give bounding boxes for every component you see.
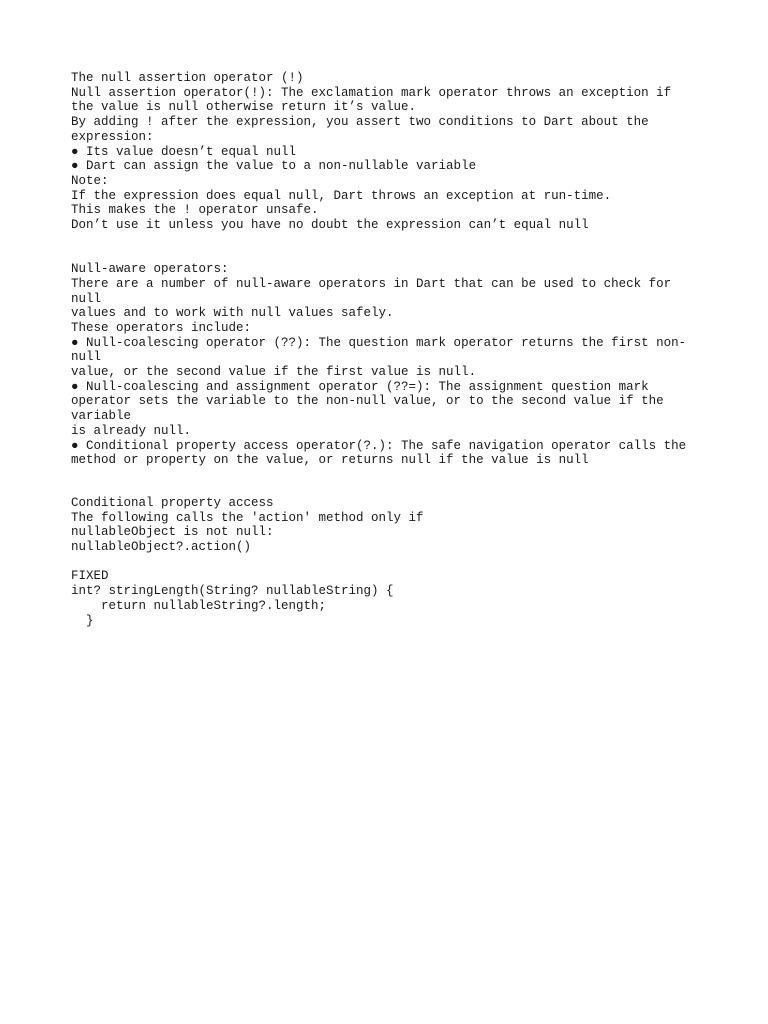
text-line: These operators include: [71, 320, 252, 335]
text-line: This makes the ! operator unsafe. [71, 203, 319, 218]
text-line: is already null. [71, 423, 192, 438]
text-line: Don’t use it unless you have no doubt the expression can’t equal null [71, 218, 589, 233]
text-line: the value is null otherwise return it’s value. [71, 100, 417, 115]
text-line: variable [71, 409, 132, 424]
text-line: nullableObject is not null: [71, 525, 274, 540]
text-line: The following calls the 'action' method only if [71, 510, 424, 525]
text-line: null [71, 350, 102, 365]
text-line: null [71, 291, 102, 306]
section-null-aware-operators [71, 262, 711, 468]
section-conditional-property-access [71, 496, 711, 555]
text-line: By adding ! after the expression, you assert two conditions to Dart about the [71, 115, 649, 130]
text-line: expression: [71, 129, 154, 144]
section-title: Null-aware operators: [71, 262, 229, 277]
text-line: values and to work with null values safely. [71, 306, 394, 321]
text-line: Null assertion operator(!): The exclamation mark operator throws an exception if [71, 85, 672, 100]
text-line: method or property on the value, or returns null if the value is null [71, 453, 589, 468]
bullet-item: ● Dart can assign the value to a non-nullable variable [71, 159, 477, 174]
text-line: Note: [71, 173, 109, 188]
spacer [71, 233, 711, 262]
section-title: FIXED [71, 569, 109, 584]
code-line: } [71, 613, 94, 628]
bullet-item: ● Conditional property access operator(?.): The safe navigation operator calls the [71, 438, 687, 453]
bullet-item: ● Its value doesn’t equal null [71, 144, 297, 159]
section-fixed-code [71, 569, 711, 628]
text-line: operator sets the variable to the non-null value, or to the second value if the [71, 394, 664, 409]
section-title: Conditional property access [71, 495, 274, 510]
text-line: value, or the second value if the first value is null. [71, 365, 477, 380]
code-line: nullableObject?.action() [71, 540, 252, 555]
document-page [71, 71, 711, 628]
text-line: There are a number of null-aware operators in Dart that can be used to check for [71, 276, 672, 291]
spacer [71, 555, 711, 570]
bullet-item: ● Null-coalescing and assignment operator (??=): The assignment question mark [71, 379, 649, 394]
section-null-assertion [71, 71, 711, 233]
code-line: int? stringLength(String? nullableString) { [71, 584, 394, 599]
bullet-item: ● Null-coalescing operator (??): The question mark operator returns the first non- [71, 335, 687, 350]
spacer [71, 468, 711, 496]
text-line: If the expression does equal null, Dart throws an exception at run-time. [71, 188, 612, 203]
code-line: return nullableString?.length; [71, 598, 327, 613]
section-title: The null assertion operator (!) [71, 71, 304, 85]
